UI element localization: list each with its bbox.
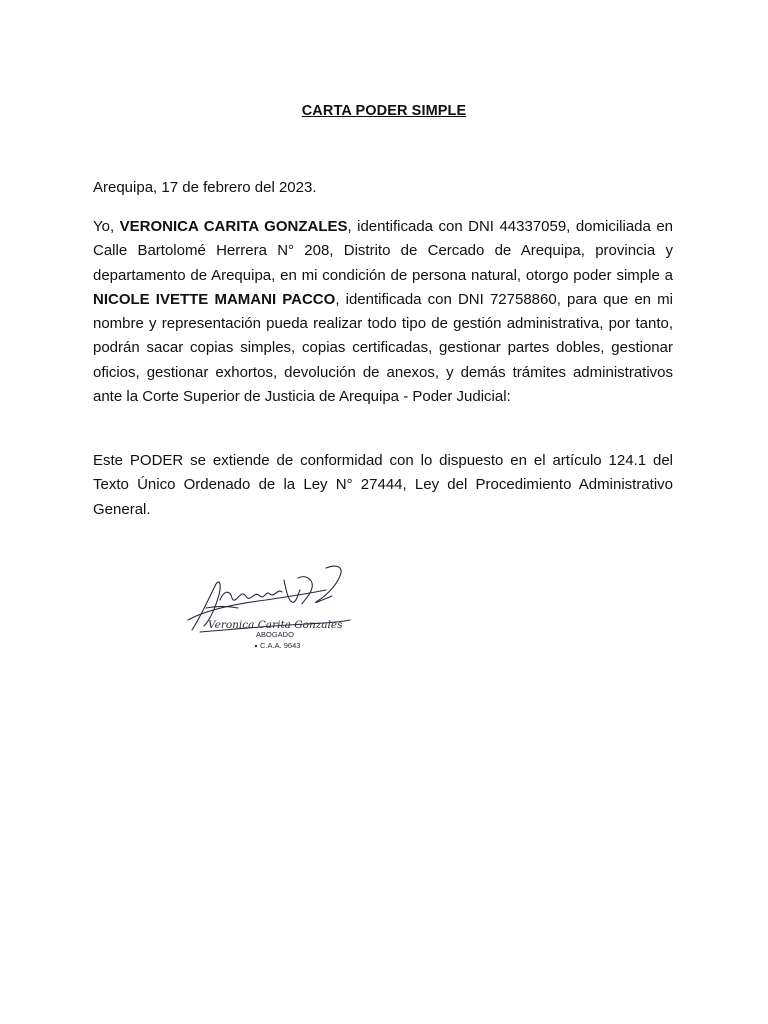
stamp-dot (255, 645, 257, 647)
grantee-name: NICOLE IVETTE MAMANI PACCO (93, 290, 336, 308)
document-title: CARTA PODER SIMPLE (301, 103, 467, 119)
stamp-name: Veronica Carita Gonzales (208, 619, 343, 631)
paragraph-legal-basis: Este PODER se extiende de conformidad con lo dispuesto en el artículo 124.1 del Texto Único Ordenado de la Ley N° 27444, Ley del Procedimiento Administrativo General. (93, 452, 673, 518)
paragraph-grant-end: , identificada con DNI 72758860, para que en mi nombre y representación pueda realizar todo tipo de gestión administrativa, por tanto, podrán sacar copias simples, copias certificadas, gestionar partes dobles, gestionar oficios, gestionar exhortos, devolución de anexos, y demás trámites administrativos ante la Corte Superior de Justicia de Arequipa - Poder Judicial: (93, 290, 673, 406)
paragraph-grant-intro: Yo, (93, 218, 120, 235)
signature-stamp (186, 560, 356, 665)
paragraph-grant (93, 215, 673, 409)
date-line: Arequipa, 17 de febrero del 2023. (93, 179, 317, 196)
paragraph-grant-body: , identificada con DNI 44337059, domiciliada en Calle Bartolomé Herrera N° 208, Distrito de Cercado de Arequipa, provincia y departamento de Arequipa, en mi condición de persona natural, otorgo poder simple a (93, 218, 674, 284)
grantor-name: VERONICA CARITA GONZALES (119, 218, 348, 235)
stamp-registration: C.A.A. 9643 (260, 641, 301, 650)
stamp-title: ABOGADO (256, 630, 294, 639)
